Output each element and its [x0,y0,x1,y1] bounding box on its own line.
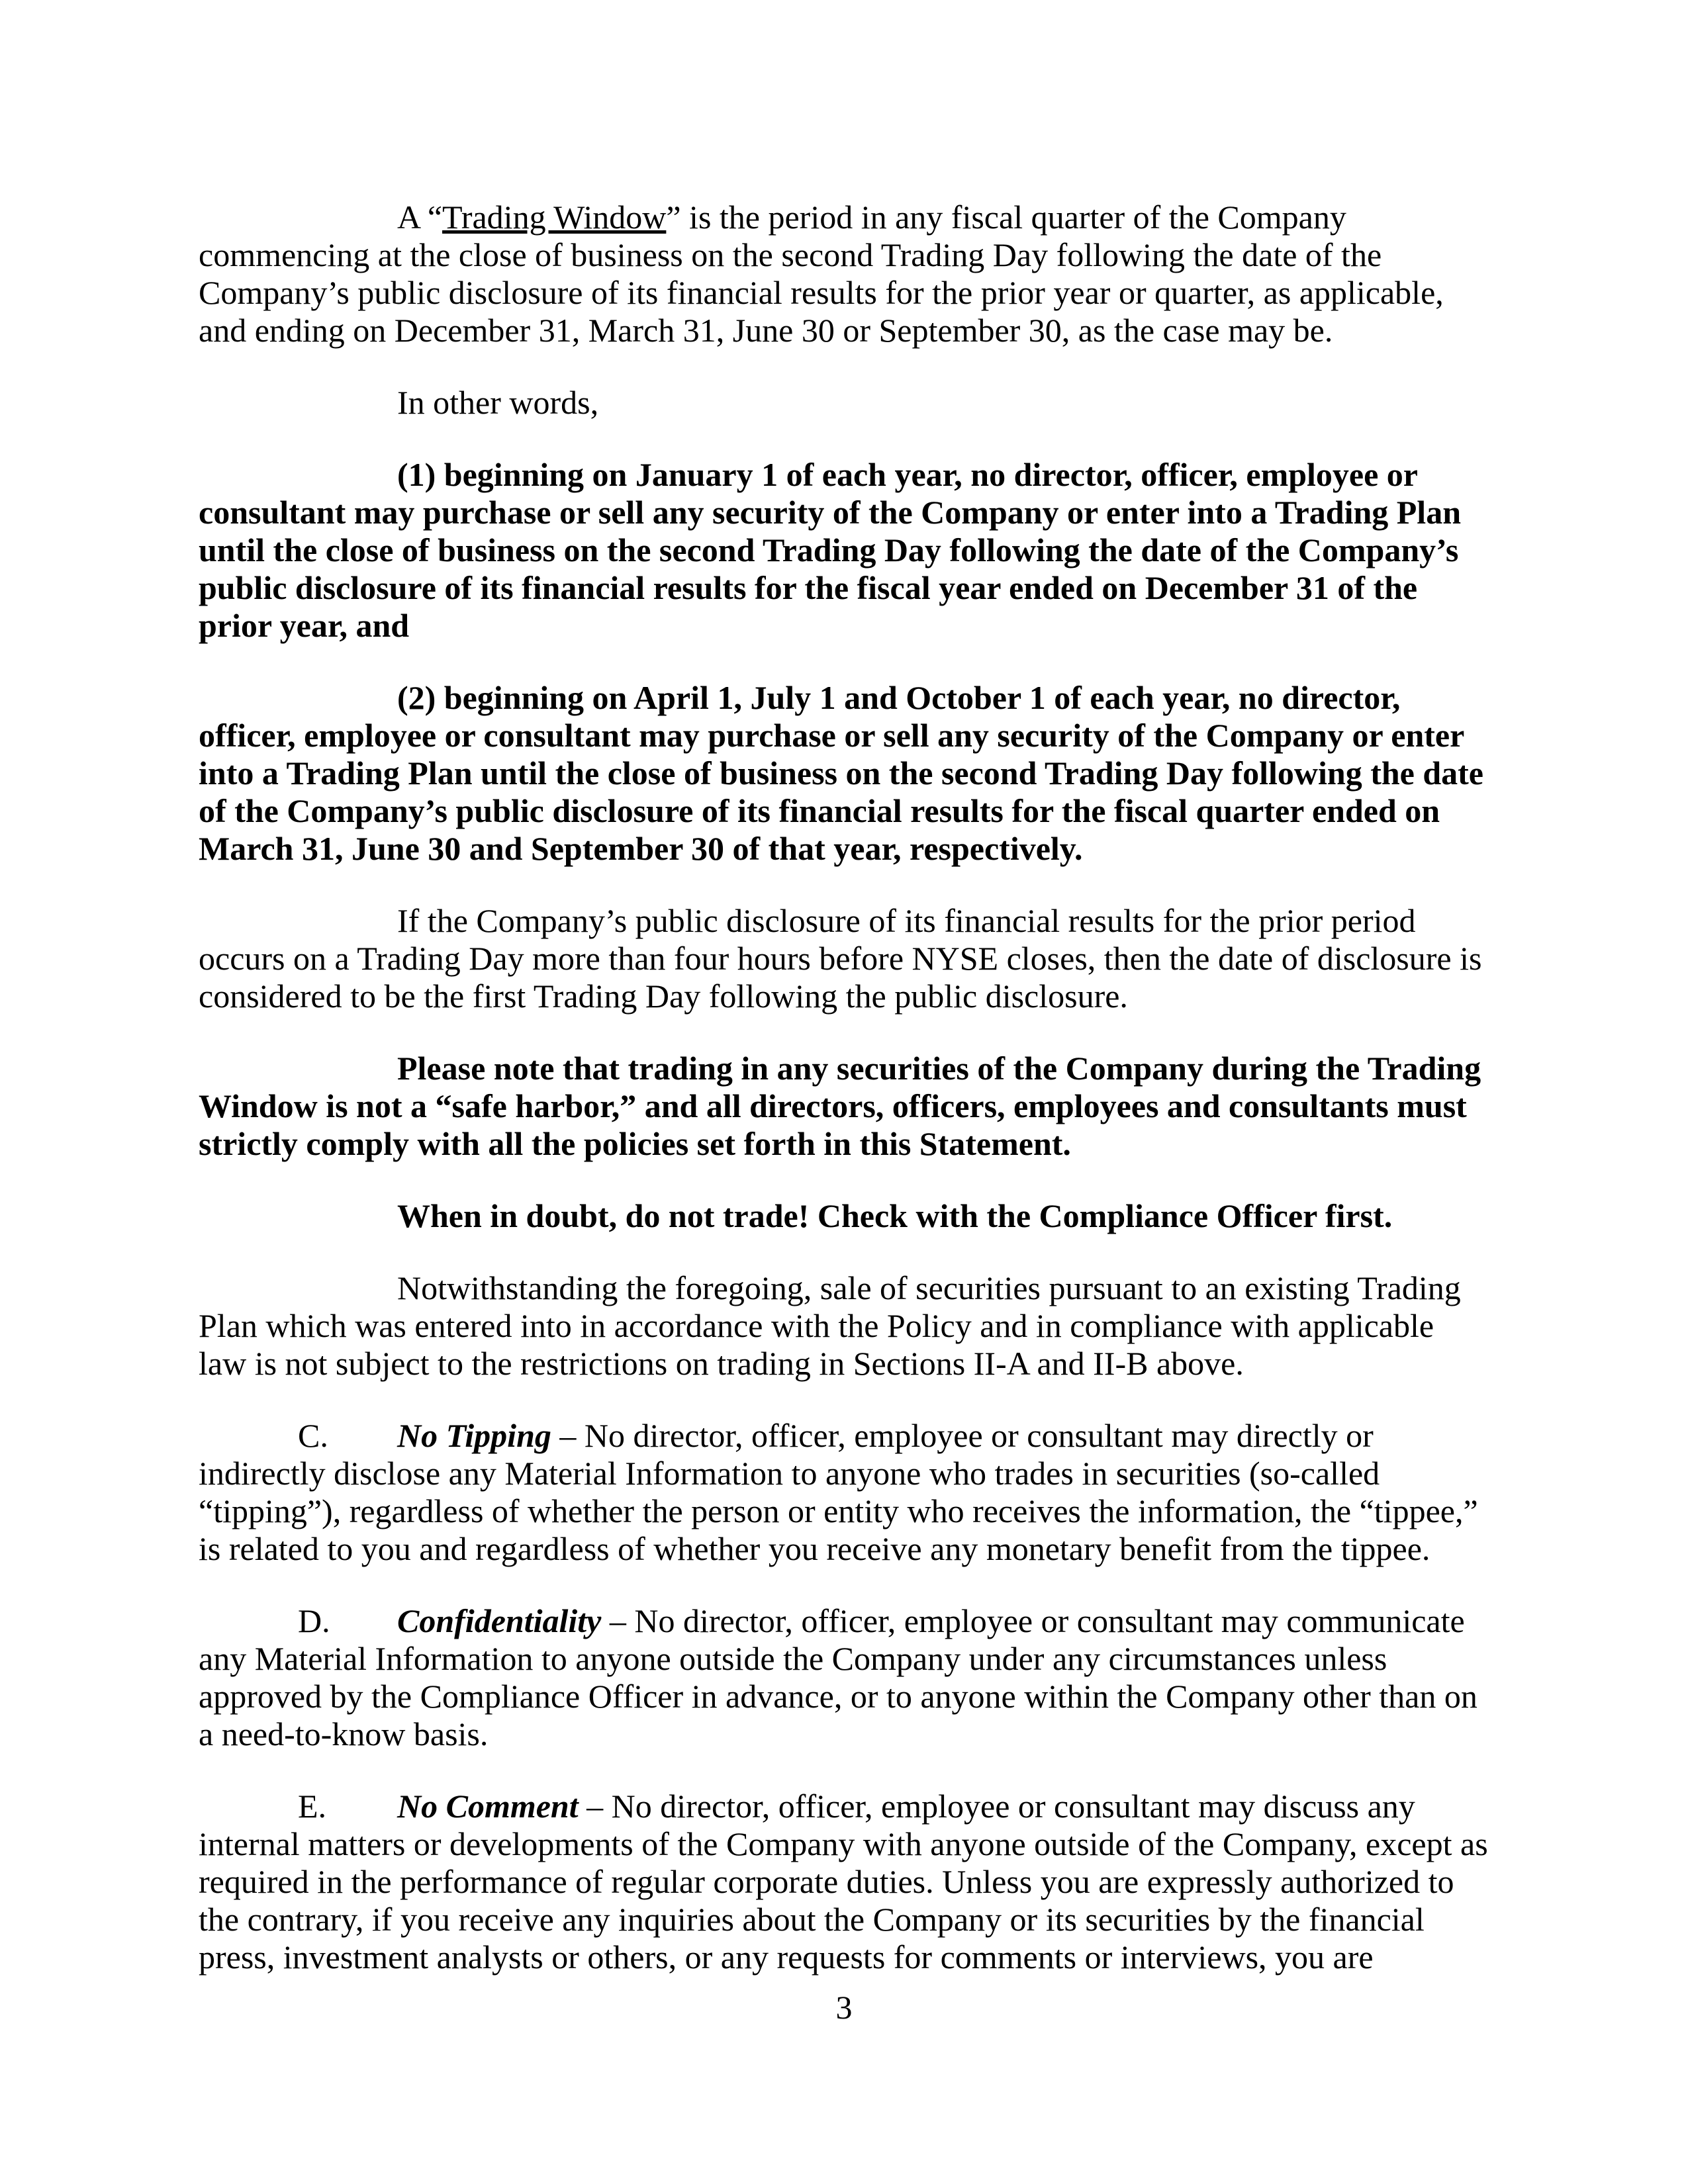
rule-2-paragraph [199,679,1489,868]
disclosure-timing-paragraph: If the Company’s public disclosure of its financial results for the prior period occurs on a Trading Day more than four hours before NYSE closes, then the date of disclosure is considered to be the first Trading Day following the public disclosure. [199,902,1482,1015]
rule-1-paragraph [199,456,1489,645]
section-c-letter: C. [298,1417,328,1454]
page-number: 3 [835,1989,853,2026]
section-e-text: – No director, officer, employee or consultant may discuss any internal matters or developments of the Company with anyone outside of the Company, except as required in the performance of regular corporate duties. Unless you are expressly authorized to the contrary, if you receive any inquiries about the Company or its securities by the financial press, investment analysts or others, or any requests for comments or interviews, you are [199,1788,1488,1976]
safe-harbor-paragraph: Please note that trading in any securities of the Company during the Trading Window is not a “safe harbor,” and all directors, officers, employees and consultants must strictly comply with all the policies set forth in this Statement. [199,1050,1481,1162]
section-c-paragraph [199,1417,1489,1568]
trading-window-paragraph [199,199,1489,349]
when-in-doubt-paragraph: When in doubt, do not trade! Check with the Compliance Officer first. [397,1197,1393,1234]
trading-window-text: ” is the period in any fiscal quarter of the Company commencing at the close of business on the second Trading Day following the date of the Company’s public disclosure of its financial results for the prior year or quarter, as applicable, and ending on December 31, March 31, June 30 or September 30, as the case may be. [199,199,1444,349]
section-e-letter: E. [298,1788,327,1825]
section-e-title: No Comment [397,1788,579,1825]
section-d-paragraph [199,1602,1489,1753]
trading-window-term: Trading Window [442,199,667,236]
section-d-title: Confidentiality [397,1602,602,1639]
document-body [199,199,1489,1976]
section-c-title: No Tipping [397,1417,551,1454]
in-other-words-paragraph: In other words, [397,384,599,421]
trading-window-prefix: A “ [397,199,443,236]
section-d-text: – No director, officer, employee or consultant may communicate any Material Information to anyone outside the Company under any circumstances unless approved by the Compliance Officer in advance, or to anyone within the Company other than on a need-to-know basis. [199,1602,1477,1752]
rule-2-text: (2) beginning on April 1, July 1 and October 1 of each year, no director, officer, employee or consultant may purchase or sell any security of the Company or enter into a Trading Plan until the close of business on the second Trading Day following the date of the Company’s public disclosure of its financial results for the fiscal quarter ended on March 31, June 30 and September 30 of that year, respectively. [199,679,1483,867]
section-d-letter: D. [298,1602,330,1639]
rule-1-text: (1) beginning on January 1 of each year, no director, officer, employee or consultant may purchase or sell any security of the Company or enter into a Trading Plan until the close of business on the second Trading Day following the date of the Company’s public disclosure of its financial results for the fiscal year ended on December 31 of the prior year, and [199,456,1462,644]
section-e-paragraph [199,1788,1489,1976]
notwithstanding-paragraph: Notwithstanding the foregoing, sale of securities pursuant to an existing Trading Plan which was entered into in accordance with the Policy and in compliance with applicable law is not subject to the restrictions on trading in Sections II-A and II-B above. [199,1269,1461,1382]
section-c-text: – No director, officer, employee or consultant may directly or indirectly disclose any Material Information to anyone who trades in securities (so-called “tipping”), regardless of whether the person or entity who receives the information, the “tippee,” is related to you and regardless of whether you receive any monetary benefit from the tippee. [199,1417,1478,1567]
